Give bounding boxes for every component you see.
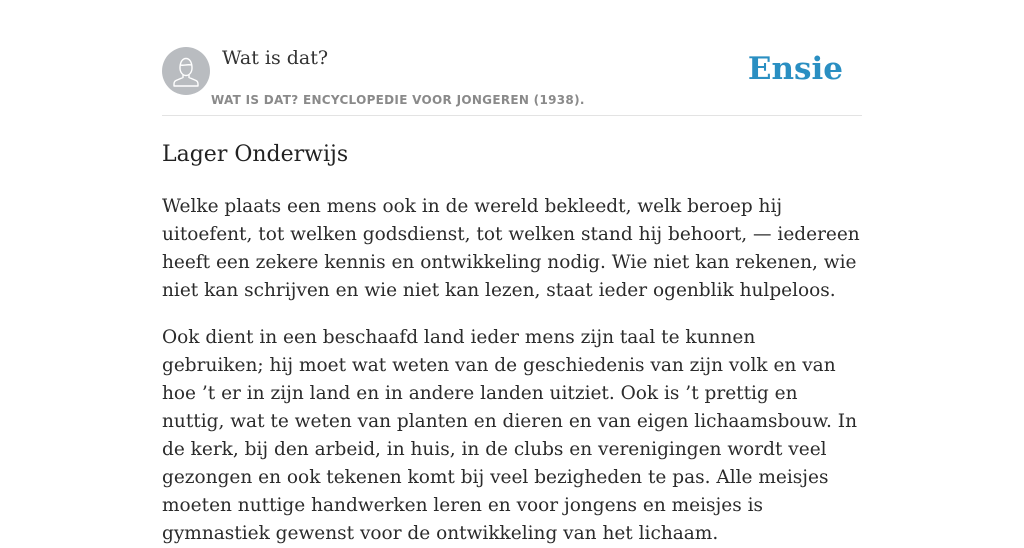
content-column (162, 0, 862, 548)
brand-logo-link[interactable]: Ensie (747, 51, 843, 87)
source-title[interactable]: Wat is dat? (222, 47, 329, 69)
article-title: Lager Onderwijs (162, 142, 349, 167)
source-subtitle: WAT IS DAT? ENCYCLOPEDIE VOOR JONGEREN (1938). (211, 93, 585, 107)
article-paragraph: Ook dient in een beschaafd land ieder mens zijn taal te kunnen gebruiken; hij moet wat weten van de geschiedenis van zijn volk en van hoe ’t er in zijn land en in andere landen uitziet. Ook is ’t prettig en nuttig, wat te weten van planten en dieren en van eigen lichaamsbouw. In de kerk, bij den arbeid, in huis, in de clubs en verenigingen wordt veel gezongen en ook tekenen komt bij veel bezigheden te pas. Alle meisjes moeten nuttige handwerken leren en voor jongens en meisjes is gymnastiek gewenst voor de ontwikkeling van het lichaam. (162, 327, 858, 544)
user-icon[interactable] (162, 47, 210, 95)
source-header (162, 0, 862, 116)
article-paragraph: Welke plaats een mens ook in de wereld bekleedt, welk beroep hij uitoefent, tot welken godsdienst, tot welken stand hij behoort, — iedereen heeft een zekere kennis en ontwikkeling nodig. Wie niet kan rekenen, wie niet kan schrijven en wie niet kan lezen, staat ieder ogenblik hulpeloos. (162, 196, 860, 301)
